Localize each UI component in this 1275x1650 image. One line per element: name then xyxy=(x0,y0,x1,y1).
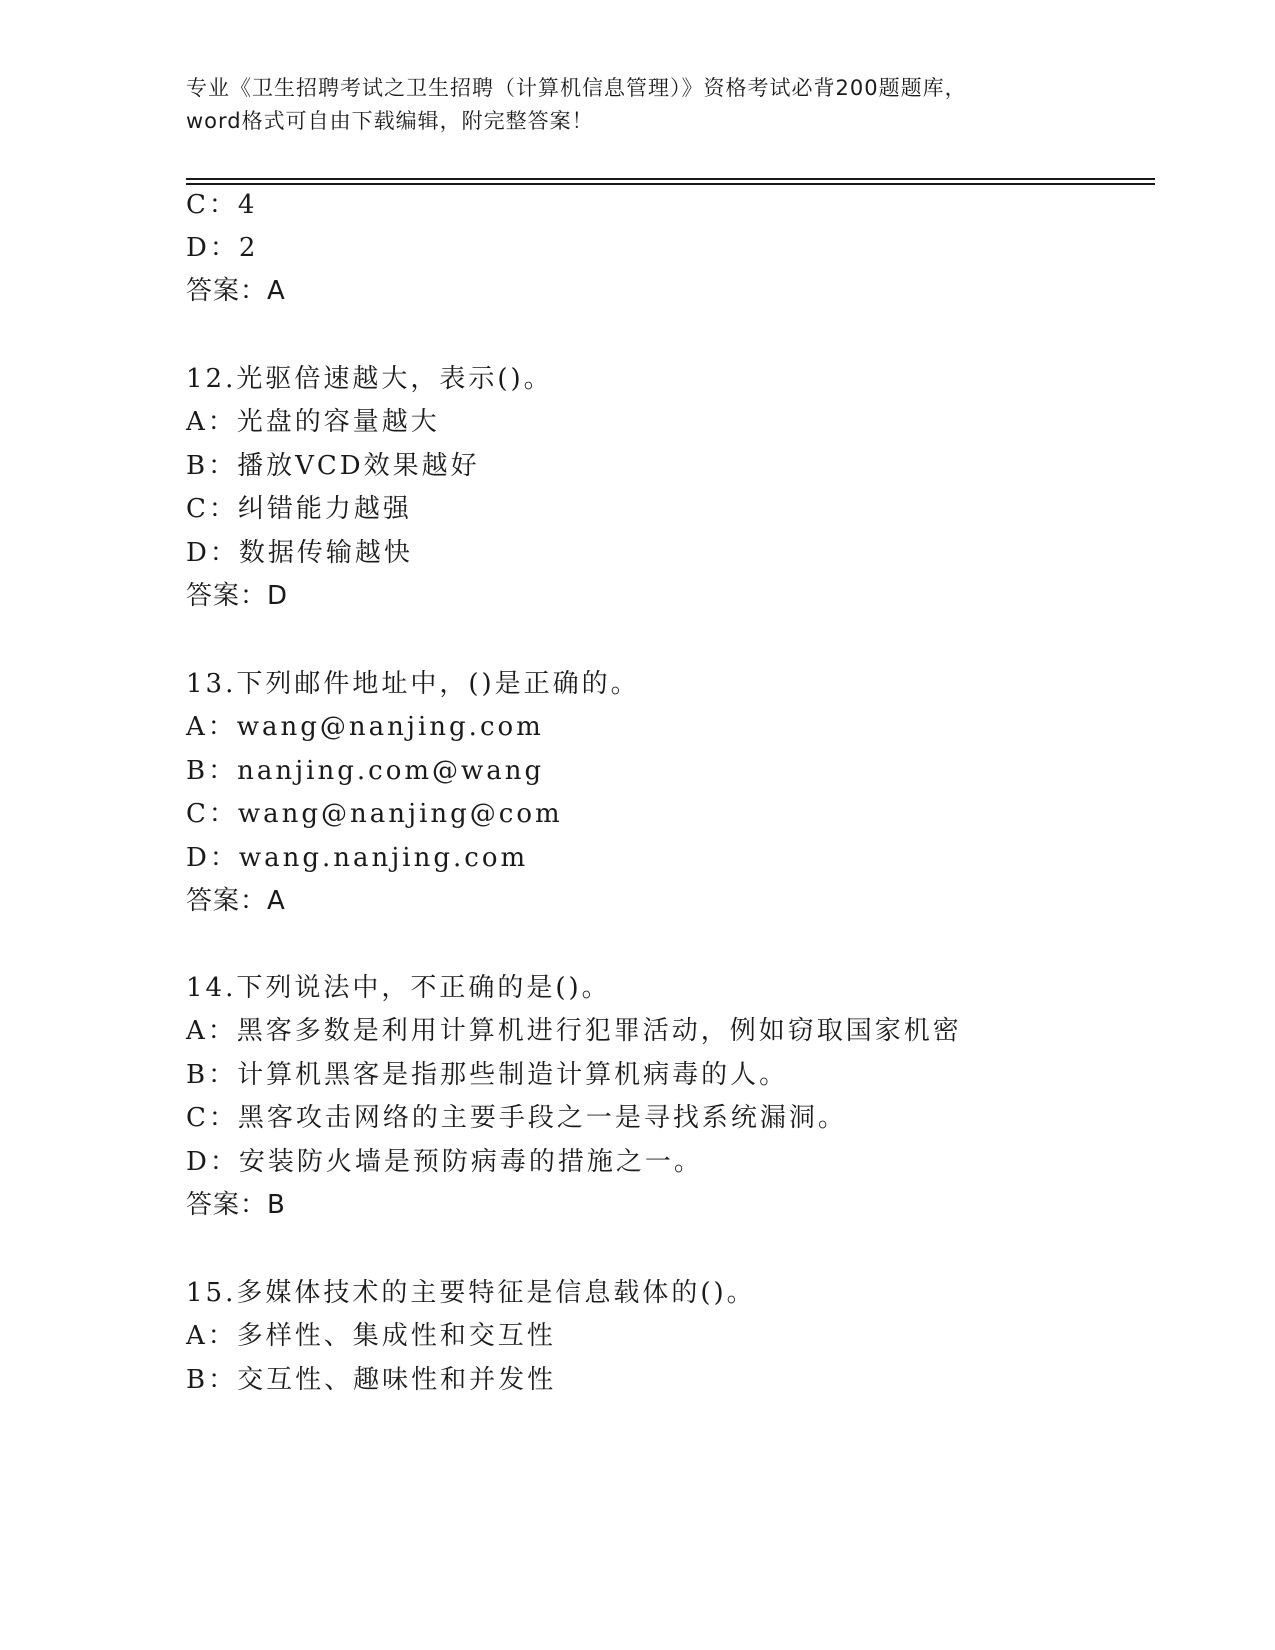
question-stem-14: 14.下列说法中，不正确的是()。 xyxy=(186,973,611,1003)
option-c: C：wang@nanjing@com xyxy=(186,799,563,829)
header-divider-bottom xyxy=(186,183,1155,185)
option-a: A：多样性、集成性和交互性 xyxy=(186,1321,556,1351)
option-b: B：nanjing.com@wang xyxy=(186,756,545,786)
option-d: D：2 xyxy=(186,233,259,263)
option-d: D：安装防火墙是预防病毒的措施之一。 xyxy=(186,1147,703,1177)
option-a: A：wang@nanjing.com xyxy=(186,712,544,742)
answer-line: 答案：A xyxy=(186,276,286,306)
answer-line: 答案：A xyxy=(186,886,286,916)
question-stem-15: 15.多媒体技术的主要特征是信息载体的()。 xyxy=(186,1278,756,1308)
question-stem-13: 13.下列邮件地址中，()是正确的。 xyxy=(186,669,640,699)
option-d: D：数据传输越快 xyxy=(186,538,413,568)
header-divider-top xyxy=(186,178,1155,180)
option-c: C：4 xyxy=(186,190,258,220)
option-a: A：光盘的容量越大 xyxy=(186,407,440,437)
question-stem-12: 12.光驱倍速越大，表示()。 xyxy=(186,364,553,394)
header-title-line-1: 专业《卫生招聘考试之卫生招聘（计算机信息管理）》资格考试必背200题题库， xyxy=(186,76,967,100)
answer-line: 答案：B xyxy=(186,1190,286,1220)
document-header xyxy=(186,72,1086,138)
option-b: B：计算机黑客是指那些制造计算机病毒的人。 xyxy=(186,1060,789,1090)
option-d: D：wang.nanjing.com xyxy=(186,843,529,873)
option-c: C：黑客攻击网络的主要手段之一是寻找系统漏洞。 xyxy=(186,1103,847,1133)
answer-line: 答案：D xyxy=(186,581,289,611)
header-title-line-2: word格式可自由下载编辑，附完整答案！ xyxy=(186,109,594,133)
option-a: A：黑客多数是利用计算机进行犯罪活动，例如窃取国家机密 xyxy=(186,1016,962,1046)
option-c: C：纠错能力越强 xyxy=(186,494,412,524)
option-b: B：交互性、趣味性和并发性 xyxy=(186,1365,557,1395)
option-b: B：播放VCD效果越好 xyxy=(186,451,480,481)
